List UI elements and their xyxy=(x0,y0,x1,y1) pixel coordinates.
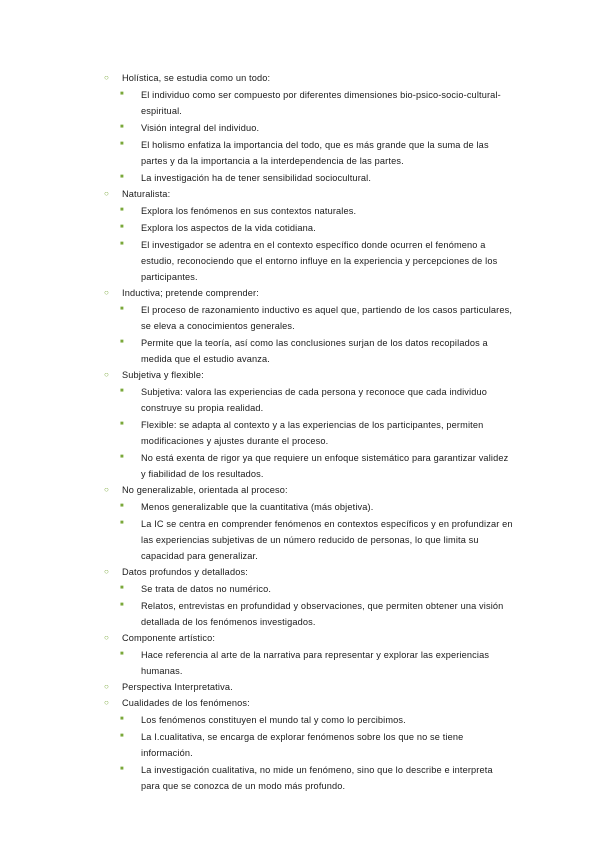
list-item xyxy=(0,302,599,334)
square-bullet-icon: ■ xyxy=(120,224,124,230)
list-item-text: Flexible: se adapta al contexto y a las experiencias de los participantes, permiten modificaciones y ajustes durante el proceso. xyxy=(141,420,484,446)
list-item xyxy=(0,417,599,449)
square-bullet-icon: ■ xyxy=(120,174,124,180)
list-item xyxy=(0,137,599,169)
circle-bullet-icon: ○ xyxy=(104,73,109,82)
list-item-text: Hace referencia al arte de la narrativa para representar y explorar las experiencias humanas. xyxy=(141,650,490,676)
square-bullet-icon: ■ xyxy=(120,520,124,526)
list-item-text: Explora los aspectos de la vida cotidiana. xyxy=(141,223,316,233)
square-bullet-icon: ■ xyxy=(120,766,124,772)
list-item-text: La investigación ha de tener sensibilidad sociocultural. xyxy=(141,173,372,183)
list-item-text: Subjetiva: valora las experiencias de cada persona y reconoce que cada individuo construye su propia realidad. xyxy=(141,387,488,413)
square-bullet-icon: ■ xyxy=(120,339,124,345)
square-bullet-icon: ■ xyxy=(120,454,124,460)
section-heading xyxy=(0,186,599,202)
list-item-text: La I.cualitativa, se encarga de explorar fenómenos sobre los que no se tiene información. xyxy=(141,732,464,758)
square-bullet-icon: ■ xyxy=(120,141,124,147)
circle-bullet-icon: ○ xyxy=(104,567,109,576)
square-bullet-icon: ■ xyxy=(120,716,124,722)
list-item xyxy=(0,120,599,136)
circle-bullet-icon: ○ xyxy=(104,370,109,379)
square-bullet-icon: ■ xyxy=(120,241,124,247)
section-heading-text: Holística, se estudia como un todo: xyxy=(122,73,271,83)
square-bullet-icon: ■ xyxy=(120,91,124,97)
list-item-text: El holismo enfatiza la importancia del todo, que es más grande que la suma de las partes y da la importancia a la interdependencia de las partes. xyxy=(141,140,489,166)
list-item-text: Relatos, entrevistas en profundidad y observaciones, que permiten obtener una visión detallada de los fenómenos investigados. xyxy=(141,601,504,627)
section-heading-text: Datos profundos y detallados: xyxy=(122,567,248,577)
list-item-text: Los fenómenos constituyen el mundo tal y como lo percibimos. xyxy=(141,715,406,725)
list-item-text: El individuo como ser compuesto por diferentes dimensiones bio-psico-socio-cultural-espiritual. xyxy=(141,90,501,116)
list-item xyxy=(0,712,599,728)
list-item-text: El proceso de razonamiento inductivo es aquel que, partiendo de los casos particulares, se eleva a conocimientos generales. xyxy=(141,305,513,331)
list-item xyxy=(0,237,599,285)
section-heading-text: Subjetiva y flexible: xyxy=(122,370,204,380)
circle-bullet-icon: ○ xyxy=(104,682,109,691)
list-item-text: La IC se centra en comprender fenómenos en contextos específicos y en profundizar en las experiencias subjetivas de un número reducido de personas, lo que limita su capacidad para generalizar. xyxy=(141,519,513,561)
circle-bullet-icon: ○ xyxy=(104,698,109,707)
list-item xyxy=(0,581,599,597)
list-item-text: Se trata de datos no numérico. xyxy=(141,584,272,594)
list-item xyxy=(0,516,599,564)
list-item xyxy=(0,762,599,794)
section-heading-text: No generalizable, orientada al proceso: xyxy=(122,485,288,495)
section-heading xyxy=(0,70,599,86)
list-item-text: La investigación cualitativa, no mide un fenómeno, sino que lo describe e interpreta para que se conozca de un modo más profundo. xyxy=(141,765,493,791)
section-heading-text: Componente artístico: xyxy=(122,633,216,643)
section-heading-text: Cualidades de los fenómenos: xyxy=(122,698,250,708)
list-item-text: Permite que la teoría, así como las conclusiones surjan de los datos recopilados a medida que el estudio avanza. xyxy=(141,338,488,364)
square-bullet-icon: ■ xyxy=(120,388,124,394)
circle-bullet-icon: ○ xyxy=(104,633,109,642)
circle-bullet-icon: ○ xyxy=(104,189,109,198)
section-heading xyxy=(0,564,599,580)
square-bullet-icon: ■ xyxy=(120,207,124,213)
list-item xyxy=(0,170,599,186)
circle-bullet-icon: ○ xyxy=(104,288,109,297)
square-bullet-icon: ■ xyxy=(120,124,124,130)
document-page xyxy=(0,70,599,794)
square-bullet-icon: ■ xyxy=(120,503,124,509)
section-heading xyxy=(0,679,599,695)
list-item-text: Explora los fenómenos en sus contextos naturales. xyxy=(141,206,357,216)
circle-bullet-icon: ○ xyxy=(104,485,109,494)
list-item xyxy=(0,499,599,515)
section-heading-text: Naturalista: xyxy=(122,189,171,199)
list-item-text: El investigador se adentra en el contexto específico donde ocurren el fenómeno a estudio, reconociendo que el entorno influye en la experiencia y percepciones de los participantes. xyxy=(141,240,498,282)
list-item xyxy=(0,203,599,219)
list-item xyxy=(0,220,599,236)
square-bullet-icon: ■ xyxy=(120,733,124,739)
list-item xyxy=(0,335,599,367)
list-item xyxy=(0,384,599,416)
list-item xyxy=(0,598,599,630)
square-bullet-icon: ■ xyxy=(120,585,124,591)
section-heading-text: Perspectiva Interpretativa. xyxy=(122,682,233,692)
square-bullet-icon: ■ xyxy=(120,306,124,312)
square-bullet-icon: ■ xyxy=(120,421,124,427)
list-item xyxy=(0,647,599,679)
list-item-text: Visión integral del individuo. xyxy=(141,123,260,133)
list-item xyxy=(0,450,599,482)
list-item xyxy=(0,87,599,119)
section-heading xyxy=(0,285,599,301)
list-item-text: Menos generalizable que la cuantitativa (más objetiva). xyxy=(141,502,374,512)
square-bullet-icon: ■ xyxy=(120,651,124,657)
list-item xyxy=(0,729,599,761)
square-bullet-icon: ■ xyxy=(120,602,124,608)
section-heading xyxy=(0,482,599,498)
section-heading xyxy=(0,367,599,383)
list-item-text: No está exenta de rigor ya que requiere un enfoque sistemático para garantizar validez y fiabilidad de los resultados. xyxy=(141,453,509,479)
section-heading xyxy=(0,695,599,711)
section-heading-text: Inductiva; pretende comprender: xyxy=(122,288,259,298)
section-heading xyxy=(0,630,599,646)
